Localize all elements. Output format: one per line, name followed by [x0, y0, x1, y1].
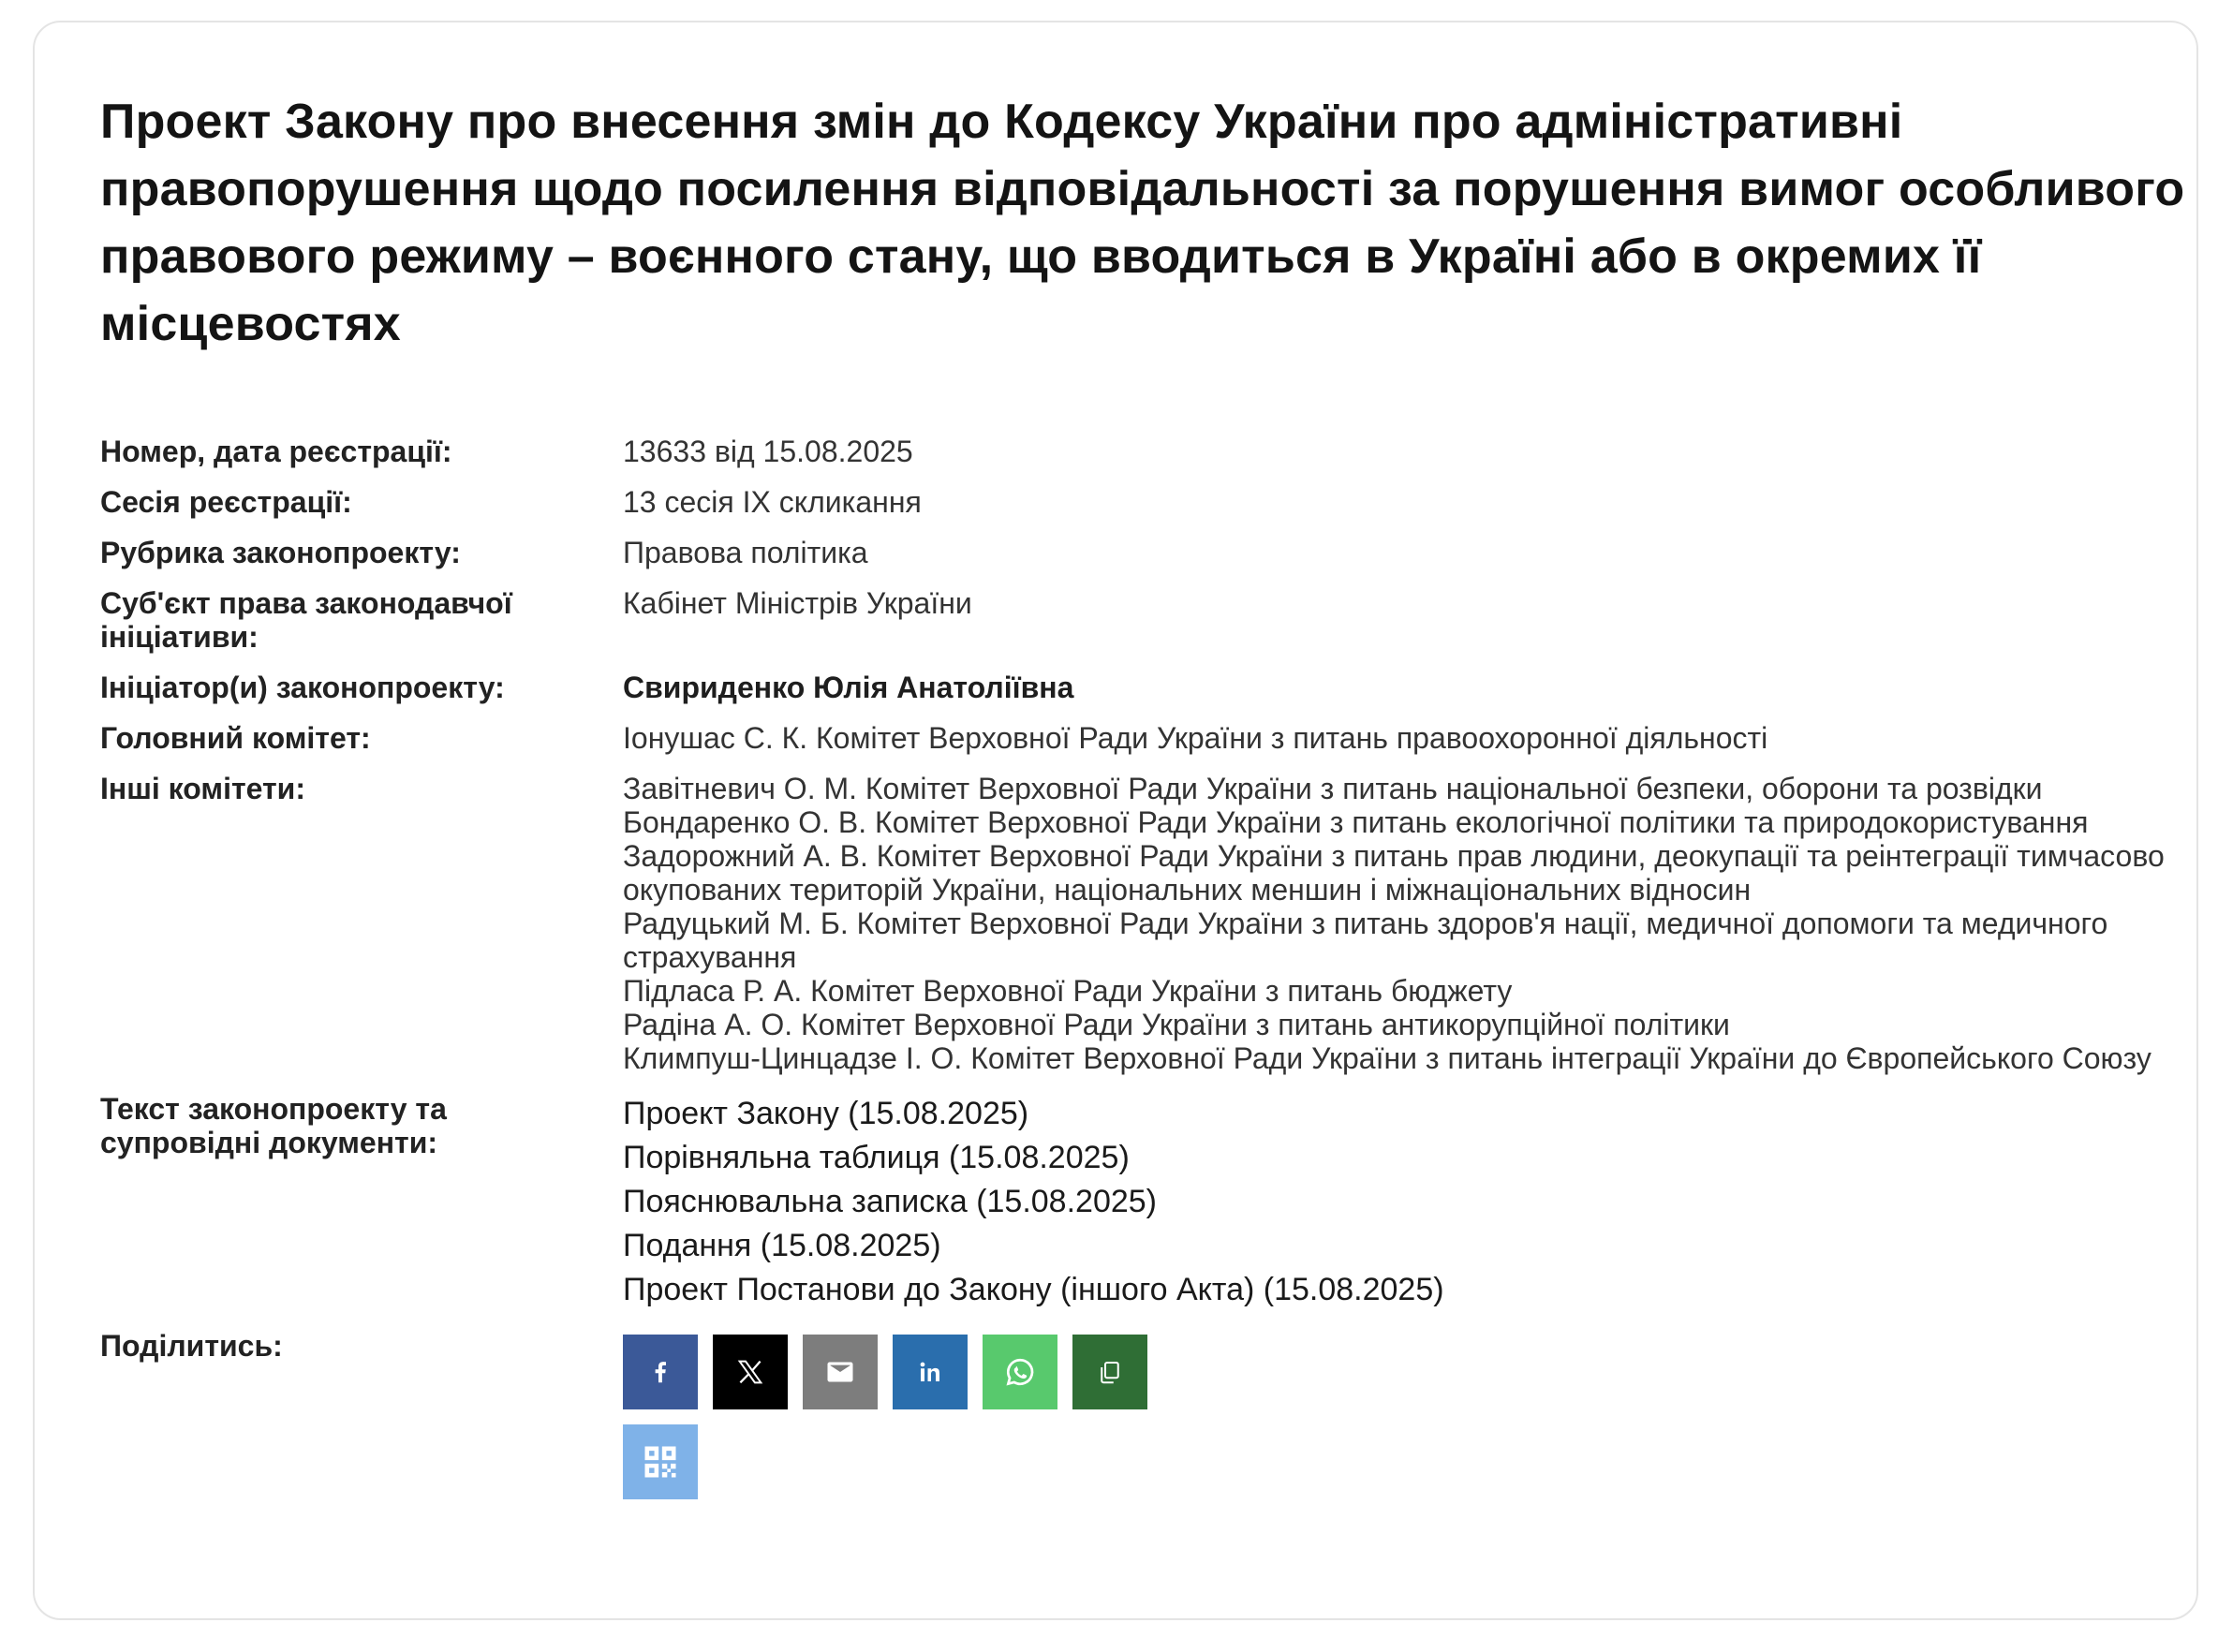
- rubric-value: Правова політика: [623, 536, 868, 569]
- copy-link-button[interactable]: [1072, 1335, 1147, 1409]
- initiator-label: Ініціатор(и) законопроекту:: [100, 671, 505, 704]
- committee-item: Бондаренко О. В. Комітет Верховної Ради України з питань екологічної політики та природокористування: [623, 805, 2089, 839]
- main-committee-value: Іонушас С. К. Комітет Верховної Ради України з питань правоохоронної діяльності: [623, 721, 1768, 755]
- email-icon: [823, 1355, 857, 1389]
- documents-row: [100, 1092, 2189, 1312]
- linkedin-icon: [916, 1358, 944, 1386]
- facebook-icon: [646, 1358, 674, 1386]
- committee-item: Підласа Р. А. Комітет Верховної Ради України з питань бюджету: [623, 974, 1513, 1008]
- share-label: Поділитись:: [100, 1329, 283, 1363]
- subject-row: [100, 586, 2189, 654]
- documents-list: [623, 1092, 2189, 1312]
- share-facebook-button[interactable]: [623, 1335, 698, 1409]
- session-label: Сесія реєстрації:: [100, 485, 352, 519]
- initiator-row: [100, 671, 2189, 704]
- share-linkedin-button[interactable]: [893, 1335, 968, 1409]
- documents-label: Текст законопроекту та супровідні документи:: [100, 1092, 447, 1159]
- other-committees-label: Інші комітети:: [100, 772, 305, 805]
- qr-code-icon: [640, 1441, 681, 1482]
- share-row: [100, 1329, 2189, 1514]
- registration-label: Номер, дата реєстрації:: [100, 435, 452, 468]
- main-committee-row: [100, 721, 2189, 755]
- subject-value: Кабінет Міністрів України: [623, 586, 972, 620]
- bill-card: [33, 21, 2198, 1620]
- registration-value: 13633 від 15.08.2025: [623, 435, 913, 468]
- document-link-submission[interactable]: Подання (15.08.2025): [623, 1228, 941, 1263]
- main-committee-label: Головний комітет:: [100, 721, 371, 755]
- committee-item: Радіна А. О. Комітет Верховної Ради України з питань антикорупційної політики: [623, 1008, 1730, 1041]
- committee-item: Радуцький М. Б. Комітет Верховної Ради України з питань здоров'я нації, медичної допомоги та медичного страхування: [623, 907, 2108, 974]
- other-committees-row: [100, 772, 2189, 1075]
- share-buttons: [623, 1329, 1185, 1514]
- document-link-explanatory-note[interactable]: Пояснювальна записка (15.08.2025): [623, 1184, 1157, 1219]
- session-value: 13 сесія IX скликання: [623, 485, 922, 519]
- whatsapp-icon: [1003, 1355, 1037, 1389]
- document-link-comparison-table[interactable]: Порівняльна таблиця (15.08.2025): [623, 1140, 1130, 1175]
- bill-info: [100, 435, 2189, 1531]
- page-title: Проект Закону про внесення змін до Кодексу України про адміністративні правопорушення щодо посилення відповідальності за порушення вимог особливого правового режиму – воєнного стану, що вводиться в Україні або в окремих її місцевостях: [100, 95, 2185, 351]
- subject-label: Суб'єкт права законодавчої ініціативи:: [100, 586, 512, 654]
- committee-item: Климпуш-Цинцадзе І. О. Комітет Верховної Ради України з питань інтеграції України до Європейського Союзу: [623, 1041, 2151, 1075]
- share-x-button[interactable]: [713, 1335, 788, 1409]
- copy-icon: [1096, 1358, 1124, 1386]
- registration-row: [100, 435, 2189, 468]
- rubric-label: Рубрика законопроекту:: [100, 536, 461, 569]
- session-row: [100, 485, 2189, 519]
- share-email-button[interactable]: [803, 1335, 878, 1409]
- initiator-value: Свириденко Юлія Анатоліївна: [623, 671, 1074, 704]
- committee-item: Задорожний А. В. Комітет Верховної Ради України з питань прав людини, деокупації та реінтеграції тимчасово окупованих територій України, національних меншин і міжнаціональних відносин: [623, 839, 2165, 907]
- share-whatsapp-button[interactable]: [983, 1335, 1057, 1409]
- committee-item: Завітневич О. М. Комітет Верховної Ради України з питань національної безпеки, оборони та розвідки: [623, 772, 2043, 805]
- other-committees-list: [623, 772, 2189, 1075]
- x-icon: [734, 1356, 766, 1388]
- rubric-row: [100, 536, 2189, 569]
- qr-code-button[interactable]: [623, 1424, 698, 1499]
- document-link-resolution-draft[interactable]: Проект Постанови до Закону (іншого Акта) (15.08.2025): [623, 1272, 1444, 1307]
- document-link-bill[interactable]: Проект Закону (15.08.2025): [623, 1096, 1029, 1131]
